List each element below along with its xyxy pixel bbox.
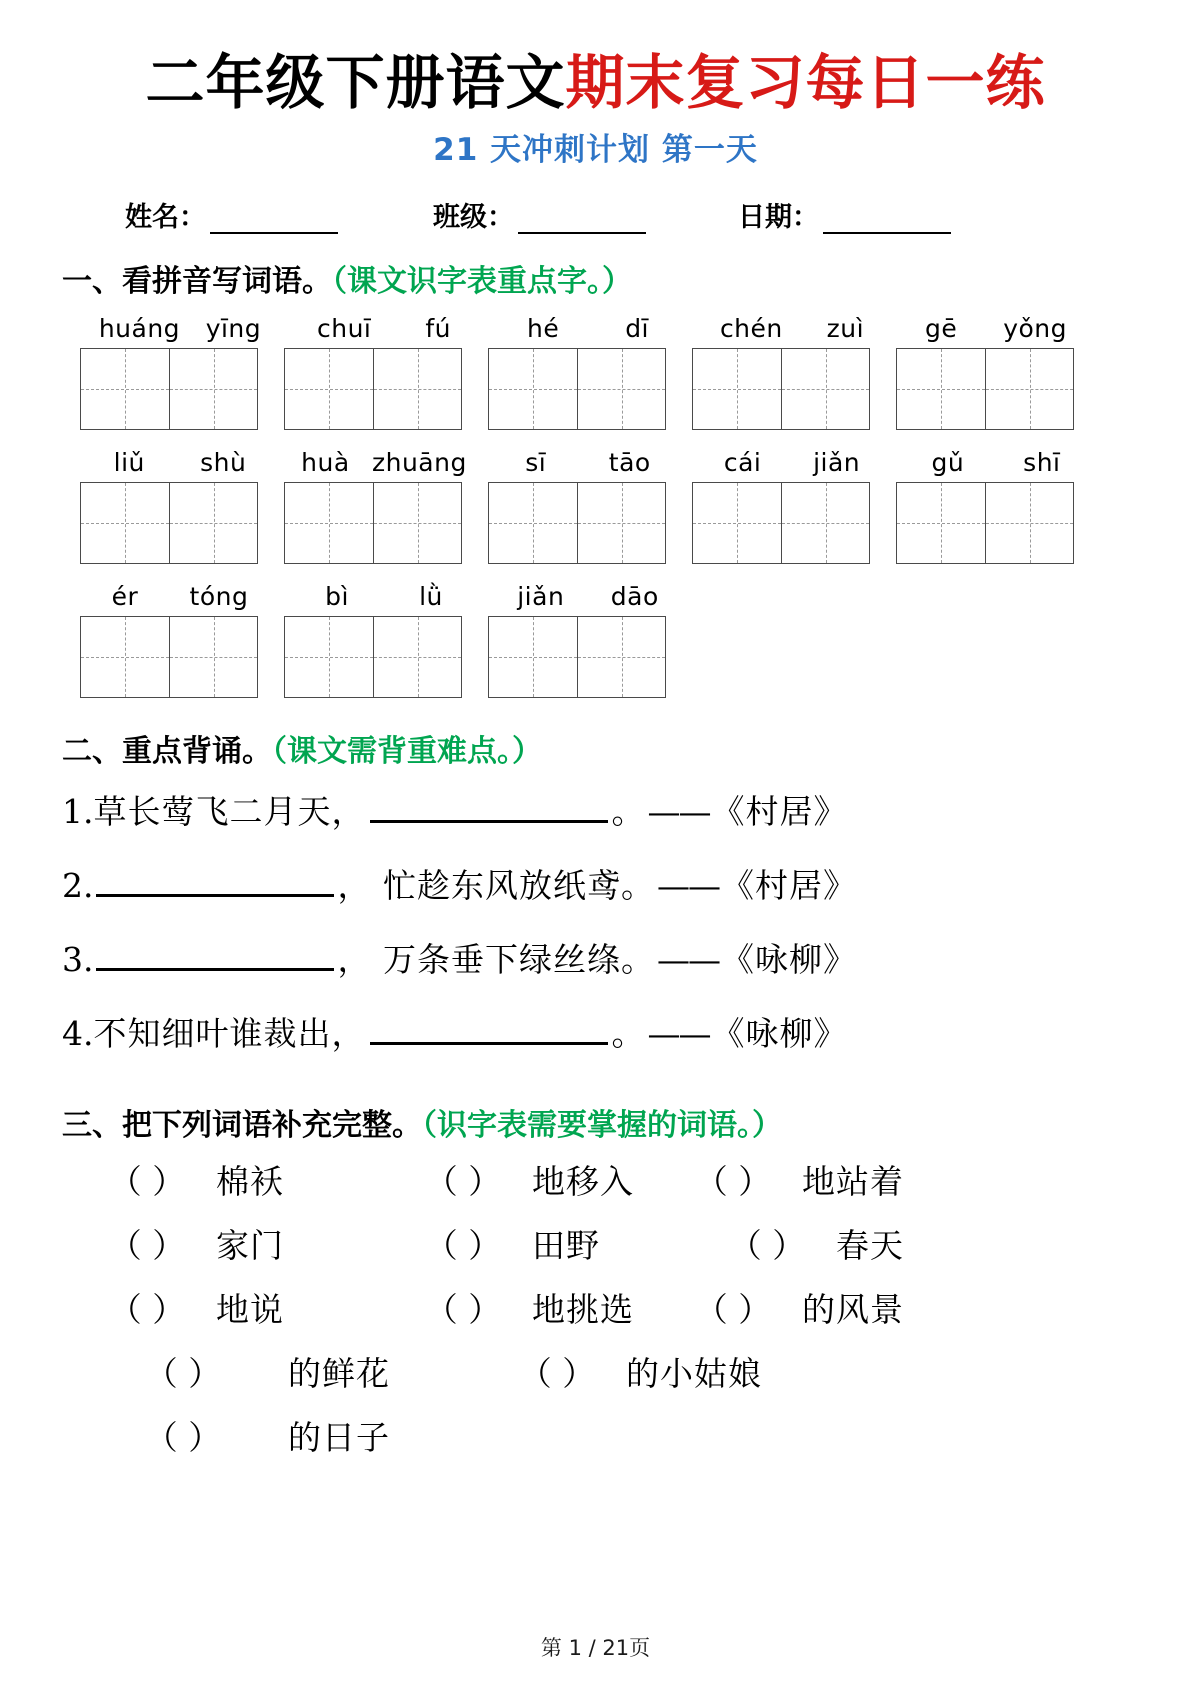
- spacer: [80, 430, 1191, 448]
- page-subtitle: 21 天冲刺计划 第一天: [433, 131, 758, 168]
- line-number: 2.: [62, 865, 94, 905]
- pinyin-syllable: ér: [111, 581, 139, 611]
- pinyin-text: [488, 582, 688, 616]
- em-dash: ——: [647, 1013, 710, 1053]
- answer-blank[interactable]: [96, 941, 334, 971]
- pinyin-syllable: lǜ: [419, 581, 443, 611]
- pinyin-item: [284, 582, 484, 698]
- pinyin-text: [284, 582, 484, 616]
- pinyin-item: [80, 448, 280, 564]
- pinyin-syllable: gǔ: [931, 447, 965, 477]
- pinyin-item: [284, 448, 484, 564]
- pinyin-text: [488, 314, 688, 348]
- grid-cell[interactable]: [781, 483, 869, 563]
- recitation-line: [62, 934, 1191, 1008]
- word-row: [88, 1348, 1191, 1412]
- pinyin-item: [488, 314, 688, 430]
- grid-cell[interactable]: [897, 483, 985, 563]
- grid-cell[interactable]: [81, 349, 169, 429]
- pinyin-syllable: huáng: [98, 313, 181, 343]
- grid-cell[interactable]: [169, 349, 257, 429]
- line-text-after: ， 忙趁东风放纸鸢。: [337, 865, 655, 905]
- answer-blank[interactable]: [370, 793, 608, 823]
- pinyin-text: [896, 448, 1096, 482]
- word-item: [404, 1220, 600, 1267]
- word-item: [674, 1156, 904, 1203]
- writing-grid[interactable]: [284, 348, 462, 430]
- word-row: [88, 1156, 1191, 1220]
- section-1-title: 一、看拼音写词语。: [62, 263, 332, 299]
- recitation-line: [62, 1008, 1191, 1082]
- pinyin-item: [692, 448, 892, 564]
- word-label: 的小姑娘: [626, 1353, 762, 1393]
- writing-grid[interactable]: [488, 482, 666, 564]
- pinyin-text: [692, 314, 892, 348]
- grid-cell[interactable]: [81, 617, 169, 697]
- grid-cell[interactable]: [373, 483, 461, 563]
- line-text-after: 。: [611, 791, 646, 831]
- grid-cell[interactable]: [489, 617, 577, 697]
- pinyin-item: [692, 314, 892, 430]
- line-source: 《村居》: [711, 791, 848, 831]
- pinyin-syllable: tóng: [189, 581, 249, 611]
- answer-parentheses[interactable]: （ ）: [108, 1161, 186, 1201]
- page-footer: [0, 1632, 1191, 1662]
- pinyin-item: [80, 314, 280, 430]
- pinyin-syllable: hé: [526, 313, 560, 343]
- title-black-part: 二年级下册语文: [145, 48, 566, 117]
- word-label: 春天: [836, 1225, 904, 1265]
- page-number: 第 1 / 21页: [540, 1636, 651, 1660]
- section-2-title: 二、重点背诵。: [62, 733, 272, 769]
- grid-cell[interactable]: [985, 349, 1073, 429]
- pinyin-syllable: tāo: [608, 447, 651, 477]
- word-item: [674, 1284, 904, 1331]
- writing-grid[interactable]: [488, 348, 666, 430]
- line-number: 4.: [62, 1013, 94, 1053]
- title-block: [0, 0, 1191, 169]
- grid-cell[interactable]: [373, 349, 461, 429]
- pinyin-syllable: cái: [723, 447, 762, 477]
- name-label: 姓名：: [125, 201, 206, 233]
- writing-grid[interactable]: [80, 616, 258, 698]
- pinyin-syllable: gē: [924, 313, 958, 343]
- line-text-before: 不知细叶谁裁出，: [93, 1013, 366, 1053]
- date-field-group: [738, 195, 951, 234]
- grid-cell[interactable]: [285, 349, 373, 429]
- pinyin-syllable: chén: [719, 313, 783, 343]
- student-info-row: [0, 195, 1191, 234]
- word-row: [88, 1412, 1191, 1476]
- pinyin-item: [488, 582, 688, 698]
- word-completion-block: [0, 1156, 1191, 1476]
- pinyin-text: [488, 448, 688, 482]
- word-label: 的日子: [288, 1417, 390, 1457]
- pinyin-item: [896, 314, 1096, 430]
- line-number: 3.: [62, 939, 94, 979]
- pinyin-syllable: chuī: [316, 313, 372, 343]
- word-item: [88, 1348, 390, 1395]
- line-text-after: 。: [611, 1013, 646, 1053]
- pinyin-syllable: yǒng: [1003, 313, 1068, 343]
- pinyin-exercise-block: [0, 314, 1191, 698]
- line-source: 《村居》: [721, 865, 857, 905]
- word-item: [88, 1284, 284, 1331]
- word-label: 地站着: [802, 1161, 904, 1201]
- pinyin-syllable: yīng: [205, 313, 262, 343]
- pinyin-syllable: fú: [425, 313, 451, 343]
- pinyin-text: [284, 448, 484, 482]
- pinyin-text: [80, 448, 280, 482]
- grid-cell[interactable]: [373, 617, 461, 697]
- pinyin-syllable: zhuāng: [371, 447, 467, 477]
- grid-cell[interactable]: [577, 483, 665, 563]
- word-label: 的风景: [802, 1289, 904, 1329]
- title-red-part: 期末复习每日一练: [565, 48, 1046, 117]
- writing-grid[interactable]: [284, 616, 462, 698]
- grid-cell[interactable]: [577, 617, 665, 697]
- pinyin-item: [896, 448, 1096, 564]
- answer-parentheses[interactable]: （ ）: [108, 1289, 186, 1329]
- line-text-before: 草长莺飞二月天，: [93, 791, 366, 831]
- pinyin-row: [80, 582, 1191, 698]
- grid-cell[interactable]: [285, 617, 373, 697]
- date-label: 日期：: [738, 201, 819, 233]
- word-label: 地挑选: [532, 1289, 634, 1329]
- grid-cell[interactable]: [169, 483, 257, 563]
- writing-grid[interactable]: [80, 482, 258, 564]
- answer-blank[interactable]: [370, 1015, 608, 1045]
- writing-grid[interactable]: [692, 348, 870, 430]
- pinyin-text: [80, 314, 280, 348]
- word-item: [708, 1220, 904, 1267]
- word-item: [498, 1348, 762, 1395]
- em-dash: ——: [657, 939, 719, 979]
- word-item: [88, 1412, 390, 1459]
- date-input-blank[interactable]: [823, 208, 951, 234]
- answer-parentheses[interactable]: （ ）: [518, 1353, 596, 1393]
- word-row: [88, 1284, 1191, 1348]
- line-source: 《咏柳》: [721, 939, 857, 979]
- grid-cell[interactable]: [693, 349, 781, 429]
- word-label: 棉袄: [216, 1161, 284, 1201]
- section-3-heading: [0, 1100, 1191, 1144]
- pinyin-syllable: jiǎn: [517, 581, 565, 611]
- writing-grid[interactable]: [80, 348, 258, 430]
- writing-grid[interactable]: [284, 482, 462, 564]
- recitation-line: [62, 786, 1191, 860]
- em-dash: ——: [657, 865, 719, 905]
- name-input-blank[interactable]: [210, 208, 338, 234]
- answer-parentheses[interactable]: （ ）: [424, 1289, 502, 1329]
- answer-parentheses[interactable]: （ ）: [694, 1161, 772, 1201]
- answer-parentheses[interactable]: （ ）: [694, 1289, 772, 1329]
- grid-cell[interactable]: [285, 483, 373, 563]
- section-1-note: （课文识字表重点字。）: [332, 263, 632, 299]
- grid-cell[interactable]: [693, 483, 781, 563]
- pinyin-syllable: zuì: [826, 313, 865, 343]
- line-text-after: ， 万条垂下绿丝绦。: [337, 939, 655, 979]
- answer-parentheses[interactable]: （ ）: [424, 1161, 502, 1201]
- em-dash: ——: [647, 791, 710, 831]
- pinyin-text: [80, 582, 280, 616]
- section-3-note: （识字表需要掌握的词语。）: [422, 1107, 782, 1143]
- writing-grid[interactable]: [488, 616, 666, 698]
- grid-cell[interactable]: [897, 349, 985, 429]
- word-label: 地移入: [532, 1161, 634, 1201]
- pinyin-text: [284, 314, 484, 348]
- pinyin-text: [692, 448, 892, 482]
- pinyin-syllable: dī: [625, 313, 650, 343]
- writing-grid[interactable]: [896, 348, 1074, 430]
- pinyin-item: [80, 582, 280, 698]
- class-field-group: [433, 195, 646, 234]
- grid-cell[interactable]: [489, 349, 577, 429]
- line-source: 《咏柳》: [711, 1013, 848, 1053]
- writing-grid[interactable]: [692, 482, 870, 564]
- word-label: 的鲜花: [288, 1353, 390, 1393]
- class-label: 班级：: [433, 201, 514, 233]
- word-item: [404, 1156, 634, 1203]
- word-item: [88, 1220, 284, 1267]
- answer-parentheses[interactable]: （ ）: [144, 1353, 222, 1393]
- word-item: [88, 1156, 284, 1203]
- pinyin-row: [80, 314, 1191, 430]
- grid-cell[interactable]: [81, 483, 169, 563]
- pinyin-syllable: bì: [325, 581, 349, 611]
- section-2-note: （课文需背重难点。）: [272, 733, 542, 769]
- word-row: [88, 1220, 1191, 1284]
- name-field-group: [125, 195, 338, 234]
- pinyin-item: [488, 448, 688, 564]
- class-input-blank[interactable]: [518, 208, 646, 234]
- section-3-title: 三、把下列词语补充完整。: [62, 1107, 422, 1143]
- grid-cell[interactable]: [489, 483, 577, 563]
- writing-grid[interactable]: [896, 482, 1074, 564]
- grid-cell[interactable]: [169, 617, 257, 697]
- pinyin-syllable: sī: [525, 447, 547, 477]
- answer-parentheses[interactable]: （ ）: [728, 1225, 806, 1265]
- line-number: 1.: [62, 791, 94, 831]
- pinyin-syllable: huà: [301, 447, 350, 477]
- answer-parentheses[interactable]: （ ）: [108, 1225, 186, 1265]
- recitation-line: [62, 860, 1191, 934]
- page-title: [0, 48, 1191, 117]
- answer-blank[interactable]: [96, 867, 334, 897]
- pinyin-row: [80, 448, 1191, 564]
- pinyin-text: [896, 314, 1096, 348]
- word-label: 地说: [216, 1289, 284, 1329]
- pinyin-syllable: shī: [1023, 447, 1061, 477]
- pinyin-syllable: liǔ: [113, 447, 145, 477]
- pinyin-syllable: shù: [200, 447, 247, 477]
- grid-cell[interactable]: [985, 483, 1073, 563]
- word-item: [404, 1284, 634, 1331]
- pinyin-item: [284, 314, 484, 430]
- word-label: 田野: [532, 1225, 600, 1265]
- section-1-heading: [0, 256, 1191, 300]
- grid-cell[interactable]: [781, 349, 869, 429]
- pinyin-syllable: jiǎn: [813, 447, 861, 477]
- spacer: [80, 564, 1191, 582]
- grid-cell[interactable]: [577, 349, 665, 429]
- recitation-block: [0, 786, 1191, 1082]
- section-2-heading: [0, 726, 1191, 770]
- pinyin-syllable: dāo: [610, 581, 659, 611]
- answer-parentheses[interactable]: （ ）: [424, 1225, 502, 1265]
- word-label: 家门: [216, 1225, 284, 1265]
- answer-parentheses[interactable]: （ ）: [144, 1417, 222, 1457]
